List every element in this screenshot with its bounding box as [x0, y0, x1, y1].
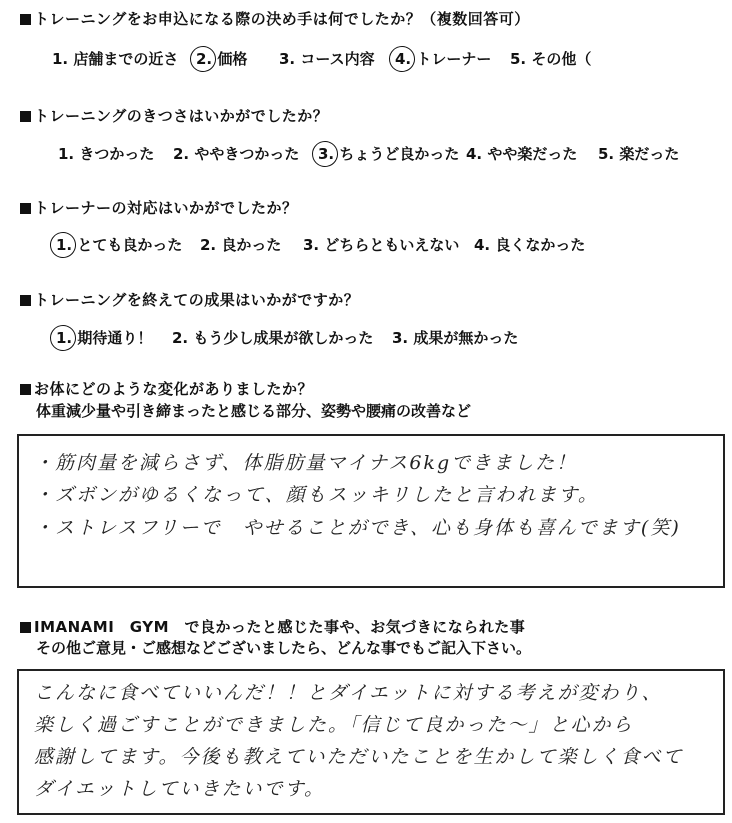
- square-bullet-icon: [20, 203, 31, 214]
- square-bullet-icon: [20, 14, 31, 25]
- q2-option-4: 4. やや楽だった: [466, 145, 578, 163]
- q2-option-1: 1. きつかった: [58, 145, 155, 163]
- q1-option-3: 3. コース内容: [279, 50, 375, 68]
- q1-option-2: 2. 価格: [196, 50, 248, 68]
- answer-line: ・ストレスフリーで やせることができ、心も身体も喜んでます(笑): [34, 517, 681, 539]
- answer-line: 楽しく過ごすことができました。「信じて良かった〜」と心から: [34, 714, 634, 736]
- answer-line: ・筋肉量を減らさず、体脂肪量マイナス6kgできました！: [34, 452, 578, 474]
- circle-mark-icon: 1.: [56, 329, 73, 347]
- q3-option-4: 4. 良くなかった: [474, 236, 586, 254]
- question-1-title: トレーニングをお申込になる際の決め手は何でしたか？（複数回答可）: [20, 8, 530, 29]
- q4-option-3: 3. 成果が無かった: [392, 329, 519, 347]
- circle-mark-icon: 4.: [395, 50, 412, 68]
- square-bullet-icon: [20, 384, 31, 395]
- q1-option-5: 5. その他（: [510, 50, 592, 68]
- circle-mark-icon: 2.: [196, 50, 213, 68]
- answer-line: 感謝してます。今後も教えていただいたことを生かして楽しく食べて: [34, 746, 684, 768]
- q3-option-3: 3. どちらともいえない: [303, 236, 460, 254]
- question-5-title: お体にどのような変化がありましたか？: [20, 378, 313, 399]
- q4-option-2: 2. もう少し成果が欲しかった: [172, 329, 374, 347]
- q2-option-5: 5. 楽だった: [598, 145, 680, 163]
- square-bullet-icon: [20, 295, 31, 306]
- answer-line: ダイエットしていきたいです。: [34, 778, 325, 800]
- circle-mark-icon: 1.: [56, 236, 73, 254]
- question-6-title: IMANAMI GYM で良かったと感じた事や、お気づきになられた事: [20, 616, 525, 637]
- q4-option-1: 1. 期待通り！: [56, 329, 153, 347]
- answer-line: こんなに食べていいんだ！！とダイエットに対する考えが変わり、: [34, 682, 663, 704]
- square-bullet-icon: [20, 111, 31, 122]
- q3-option-2: 2. 良かった: [200, 236, 282, 254]
- circle-mark-icon: 3.: [318, 145, 335, 163]
- q1-option-1: 1. 店舗までの近さ: [52, 50, 179, 68]
- q1-option-4: 4. トレーナー: [395, 50, 492, 68]
- question-5-subtitle: 体重減少量や引き締まったと感じる部分、姿勢や腰痛の改善など: [36, 402, 472, 420]
- question-3-title: トレーナーの対応はいかがでしたか？: [20, 197, 298, 218]
- answer-line: ・ズボンがゆるくなって、顔もスッキリしたと言われます。: [34, 484, 599, 506]
- square-bullet-icon: [20, 622, 31, 633]
- q2-option-3: 3. ちょうど良かった: [318, 145, 460, 163]
- question-2-title: トレーニングのきつさはいかがでしたか？: [20, 105, 328, 126]
- q3-option-1: 1. とても良かった: [56, 236, 183, 254]
- q2-option-2: 2. ややきつかった: [173, 145, 300, 163]
- question-4-title: トレーニングを終えての成果はいかがですか？: [20, 289, 359, 310]
- question-6-subtitle: その他ご意見・ご感想などございましたら、どんな事でもご記入下さい。: [36, 639, 532, 657]
